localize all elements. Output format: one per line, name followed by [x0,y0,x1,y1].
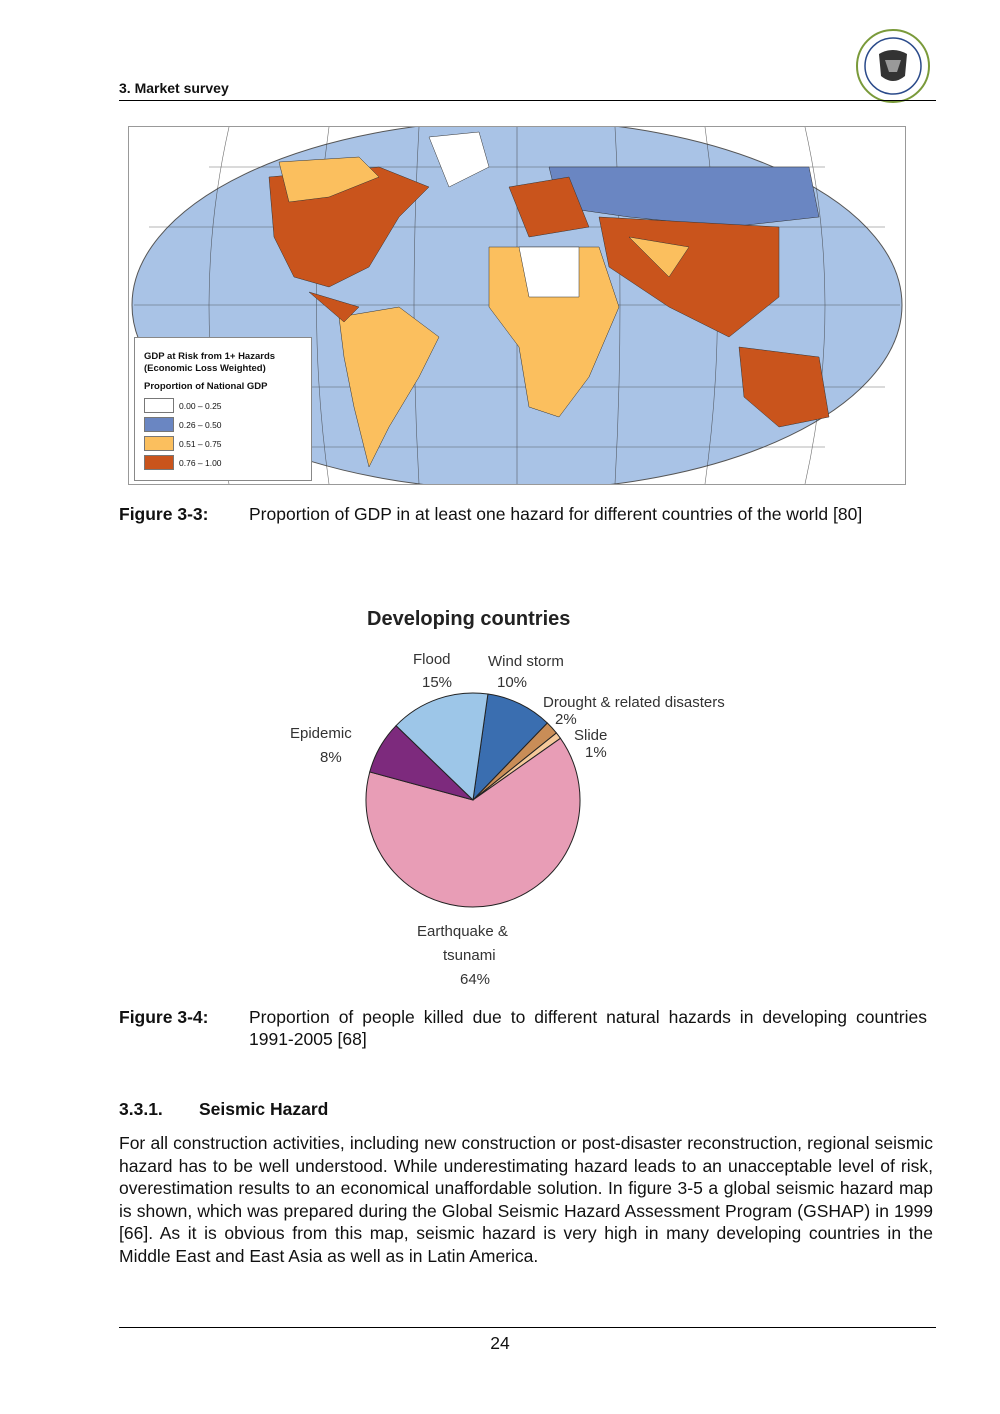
running-header: 3. Market survey [119,80,229,96]
pct-slide: 1% [585,744,607,761]
figure-caption: Figure 3-4: Proportion of people killed due to different natural hazards in developing countries 1991-2005 [68] [119,1007,927,1049]
legend-item: 0.26 – 0.50 [144,417,222,432]
label-epidemic: Epidemic [290,725,352,742]
label-earthquake: Earthquake & tsunami [417,923,508,964]
legend-item: 0.51 – 0.75 [144,436,222,451]
pct-flood: 15% [422,674,453,691]
chart-title: Developing countries [367,608,571,630]
page-number: 24 [490,1333,510,1353]
pct-wind: 10% [497,674,528,691]
label-wind: Wind storm [488,653,564,670]
university-seal-logo [855,28,931,104]
legend-title: GDP at Risk from 1+ Hazards [144,351,276,362]
figure-caption: Figure 3-3: Proportion of GDP in at least one hazard for different countries of the world [80] [119,504,863,524]
body-paragraph: For all construction activities, including new construction or post-disaster reconstruction, regional seismic hazard has to be well understood. While underestimating hazard leads to an unacceptable level of risk, overestimation results to an economical unaffordable solution. In figure 3-5 a global seismic hazard map is shown, which was prepared during the Global Seismic Hazard Assessment Program (GSHAP) in 1999 [66]. As it is obvious from this map, seismic hazard is very high in many developing countries in the Middle East and East Asia as well as in Latin America. [119,1133,933,1266]
section-heading: 3.3.1. Seismic Hazard [119,1099,329,1119]
pct-epidemic: 8% [320,749,342,766]
label-drought: Drought & related disasters [543,694,725,711]
header-rule [119,100,936,101]
pie-chart [280,600,780,990]
footer-rule [119,1327,936,1328]
legend-subtitle: Proportion of National GDP [144,381,268,392]
legend-item: 0.00 – 0.25 [144,398,222,413]
legend-item: 0.76 – 1.00 [144,455,222,470]
pct-earthquake: 64% [460,971,491,988]
legend-title-2: (Economic Loss Weighted) [144,363,266,374]
label-slide: Slide [574,727,608,744]
label-flood: Flood [413,651,451,668]
map-legend [134,337,312,481]
pct-drought: 2% [555,711,577,728]
